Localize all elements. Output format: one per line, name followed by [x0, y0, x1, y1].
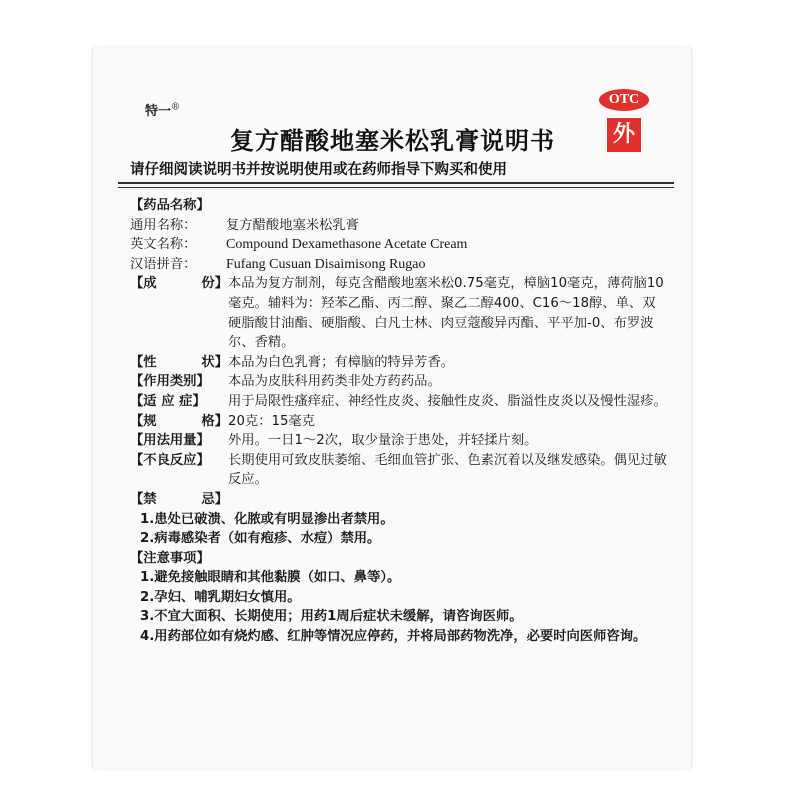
- precaution-item: 2.孕妇、哺乳期妇女慎用。: [140, 589, 301, 605]
- dosage-row: [128, 431, 668, 451]
- precaution-item: 4.用药部位如有烧灼感、红肿等情况应停药，并将局部药物洗净，必要时向医师咨询。: [140, 629, 647, 645]
- precautions-heading: 【注意事项】: [130, 550, 210, 566]
- english-name-row: [128, 235, 668, 255]
- precaution-item: 3.不宜大面积、长期使用；用药1周后症状未缓解，请咨询医师。: [140, 609, 523, 625]
- document-title: 复方醋酸地塞米松乳膏说明书: [230, 127, 555, 155]
- specification-label: 【规 格】: [130, 413, 228, 429]
- brand-name: 特一: [145, 104, 172, 119]
- title-divider-thick: [118, 182, 674, 184]
- contraindications-heading: 【禁 忌】: [130, 491, 228, 507]
- pinyin-name-label: 汉语拼音：: [130, 256, 197, 272]
- registered-mark: ®: [171, 102, 181, 113]
- composition-value: 本品为复方制剂，每克含醋酸地塞米松0.75毫克，樟脑10毫克，薄荷脑10毫克。辅料为：羟苯乙酯、丙二醇、聚乙二醇400、C16～18醇、单、双硬脂酸甘油酯、硬脂酸、白凡士林、肉豆蔻酸异丙酯、平平加-0、布罗波尔、香精。: [228, 276, 664, 351]
- specification-row: [128, 412, 668, 432]
- document-subtitle: 请仔细阅读说明书并按说明使用或在药师指导下购买和使用: [130, 162, 507, 178]
- category-label: 【作用类别】: [130, 374, 210, 390]
- contraindication-item: 1.患处已破溃、化脓或有明显渗出者禁用。: [140, 511, 394, 527]
- contraindication-item: 2.病毒感染者（如有疱疹、水痘）禁用。: [140, 531, 381, 547]
- adverse-reactions-label: 【不良反应】: [130, 452, 210, 468]
- precaution-item: 1.避免接触眼睛和其他黏膜（如口、鼻等）。: [140, 570, 401, 586]
- dosage-label: 【用法用量】: [130, 433, 210, 449]
- appearance-value: 本品为白色乳膏；有樟脑的特异芳香。: [228, 354, 455, 370]
- common-name-label: 通用名称：: [130, 217, 197, 233]
- specification-value: 20克：15毫克: [228, 413, 316, 429]
- indications-label: 【适 应 症】: [130, 393, 206, 409]
- title-divider-thin: [118, 187, 674, 188]
- english-name-label: 英文名称：: [130, 237, 197, 253]
- english-name-value: Compound Dexamethasone Acetate Cream: [226, 237, 468, 253]
- adverse-reactions-row: [128, 451, 668, 490]
- indications-row: [128, 392, 668, 412]
- dosage-value: 外用。一日1～2次，取少量涂于患处，并轻揉片刻。: [228, 433, 538, 449]
- external-use-badge: 外: [607, 118, 641, 152]
- common-name-value: 复方醋酸地塞米松乳膏: [226, 217, 359, 233]
- pinyin-name-value: Fufang Cusuan Disaimisong Rugao: [226, 256, 426, 272]
- pinyin-name-row: [128, 255, 668, 275]
- otc-badge: OTC: [599, 89, 649, 111]
- common-name-row: [128, 216, 668, 236]
- composition-label: 【成 份】: [130, 276, 228, 292]
- leaflet-content: [128, 196, 668, 647]
- indications-value: 用于局限性瘙痒症、神经性皮炎、接触性皮炎、脂溢性皮炎以及慢性湿疹。: [228, 393, 667, 409]
- brand-logo: [145, 100, 180, 119]
- drug-name-heading: 【药品名称】: [130, 198, 210, 213]
- category-value: 本品为皮肤科用药类非处方药药品。: [228, 374, 441, 390]
- appearance-row: [128, 353, 668, 373]
- adverse-reactions-value: 长期使用可致皮肤萎缩、毛细血管扩张、色素沉着以及继发感染。偶见过敏反应。: [228, 452, 667, 488]
- composition-row: [128, 274, 668, 352]
- category-row: [128, 372, 668, 392]
- appearance-label: 【性 状】: [130, 354, 228, 370]
